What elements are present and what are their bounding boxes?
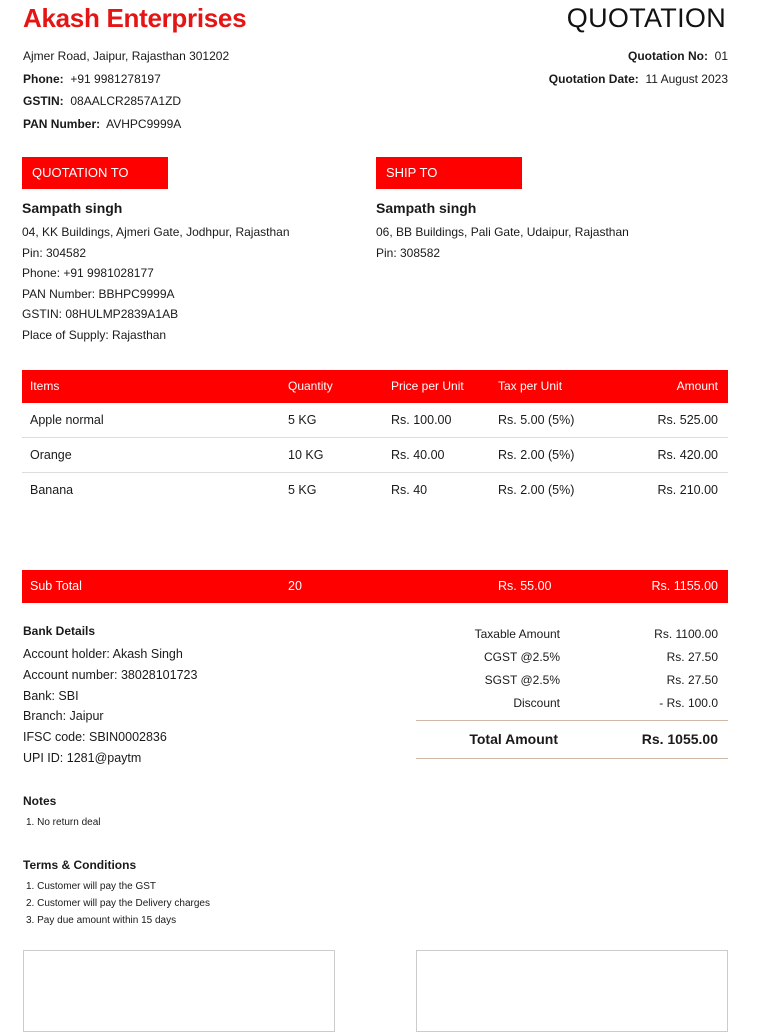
column-header-items: Items	[30, 379, 60, 393]
note-item: 1. No return deal	[26, 817, 101, 828]
item-name: Apple normal	[30, 413, 104, 427]
discount-row: Discount - Rs. 100.0	[513, 696, 718, 710]
company-gstin: GSTIN: 08AALCR2857A1ZD	[23, 94, 182, 108]
quotation-to-name: Sampath singh	[22, 200, 123, 216]
table-row	[22, 473, 728, 507]
notes-section	[23, 794, 101, 831]
quotation-meta	[549, 45, 728, 90]
item-tax: Rs. 2.00 (5%)	[498, 448, 575, 462]
bank-ifsc: IFSC code: SBIN0002836	[23, 730, 167, 745]
column-header-price: Price per Unit	[391, 379, 464, 393]
item-amount: Rs. 525.00	[657, 413, 718, 427]
cgst-row: CGST @2.5% Rs. 27.50	[484, 650, 718, 664]
subtotal-price-empty	[391, 570, 498, 603]
ship-to-section	[376, 157, 706, 263]
total-amount-row	[416, 721, 728, 758]
terms-section	[23, 858, 210, 929]
taxable-amount-row: Taxable Amount Rs. 1100.00	[474, 627, 718, 641]
ship-to-pin: Pin: 308582	[376, 245, 441, 260]
item-price: Rs. 100.00	[391, 413, 452, 427]
subtotal-label: Sub Total	[30, 579, 82, 593]
column-header-quantity: Quantity	[288, 379, 333, 393]
ship-to-name: Sampath singh	[376, 200, 477, 216]
ship-to-heading: SHIP TO	[376, 157, 522, 189]
item-quantity: 10 KG	[288, 448, 324, 462]
item-amount: Rs. 420.00	[657, 448, 718, 462]
terms-item: 3. Pay due amount within 15 days	[26, 915, 177, 926]
table-row	[22, 438, 728, 473]
item-tax: Rs. 5.00 (5%)	[498, 413, 575, 427]
column-header-amount: Amount	[676, 379, 718, 393]
totals-divider-bottom	[416, 758, 728, 759]
terms-item: 2. Customer will pay the Delivery charges	[26, 898, 210, 909]
item-tax: Rs. 2.00 (5%)	[498, 483, 575, 497]
subtotal-amount: Rs. 1155.00	[651, 579, 718, 593]
items-table-header	[22, 370, 728, 403]
total-amount-value: Rs. 1055.00	[641, 731, 718, 747]
company-address: Ajmer Road, Jaipur, Rajasthan 301202	[23, 49, 230, 63]
signature-box-right	[416, 950, 728, 1032]
quotation-date: Quotation Date: 11 August 2023	[548, 71, 728, 86]
company-info	[23, 45, 353, 135]
bank-details	[23, 624, 197, 769]
bank-account-holder: Account holder: Akash Singh	[23, 647, 183, 661]
quotation-to-supply: Place of Supply: Rajasthan	[22, 327, 167, 342]
quotation-to-details	[22, 222, 352, 346]
item-amount: Rs. 210.00	[657, 483, 718, 497]
quotation-to-address: 04, KK Buildings, Ajmeri Gate, Jodhpur, Rajasthan	[22, 225, 290, 239]
notes-heading: Notes	[23, 794, 57, 808]
company-name: Akash Enterprises	[23, 3, 247, 33]
bank-account-number: Account number: 38028101723	[23, 667, 198, 682]
bank-name: Bank: SBI	[23, 688, 79, 703]
terms-item: 1. Customer will pay the GST	[26, 881, 157, 892]
signature-box-left	[23, 950, 335, 1032]
ship-to-address: 06, BB Buildings, Pali Gate, Udaipur, Rajasthan	[376, 225, 629, 239]
table-row	[22, 403, 728, 438]
ship-to-details	[376, 222, 706, 263]
sgst-row: SGST @2.5% Rs. 27.50	[484, 673, 718, 687]
quotation-to-heading: QUOTATION TO	[22, 157, 168, 189]
total-amount-label: Total Amount	[469, 731, 558, 747]
item-price: Rs. 40.00	[391, 448, 445, 462]
quotation-to-pan: PAN Number: BBHPC9999A	[22, 286, 175, 301]
item-quantity: 5 KG	[288, 483, 317, 497]
item-quantity: 5 KG	[288, 413, 317, 427]
items-table	[22, 370, 728, 507]
bank-upi: UPI ID: 1281@paytm	[23, 750, 142, 765]
quotation-to-pin: Pin: 304582	[22, 245, 87, 260]
document-title: QUOTATION	[566, 3, 726, 33]
item-name: Banana	[30, 483, 74, 497]
company-phone: Phone: +91 9981278197	[23, 71, 161, 86]
item-price: Rs. 40	[391, 483, 428, 497]
quotation-to-section	[22, 157, 352, 346]
subtotal-tax: Rs. 55.00	[498, 579, 552, 593]
company-pan: PAN Number: AVHPC9999A	[23, 116, 182, 131]
quotation-to-gstin: GSTIN: 08HULMP2839A1AB	[22, 307, 179, 322]
column-header-tax: Tax per Unit	[498, 379, 563, 393]
item-name: Orange	[30, 448, 72, 462]
subtotal-bar	[22, 570, 728, 603]
quotation-number: Quotation No: 01	[627, 49, 728, 63]
bank-details-heading: Bank Details	[23, 624, 96, 638]
subtotal-quantity: 20	[288, 579, 302, 593]
bank-branch: Branch: Jaipur	[23, 709, 104, 724]
terms-heading: Terms & Conditions	[23, 858, 137, 872]
quotation-to-phone: Phone: +91 9981028177	[22, 266, 154, 281]
totals-summary	[416, 623, 728, 759]
